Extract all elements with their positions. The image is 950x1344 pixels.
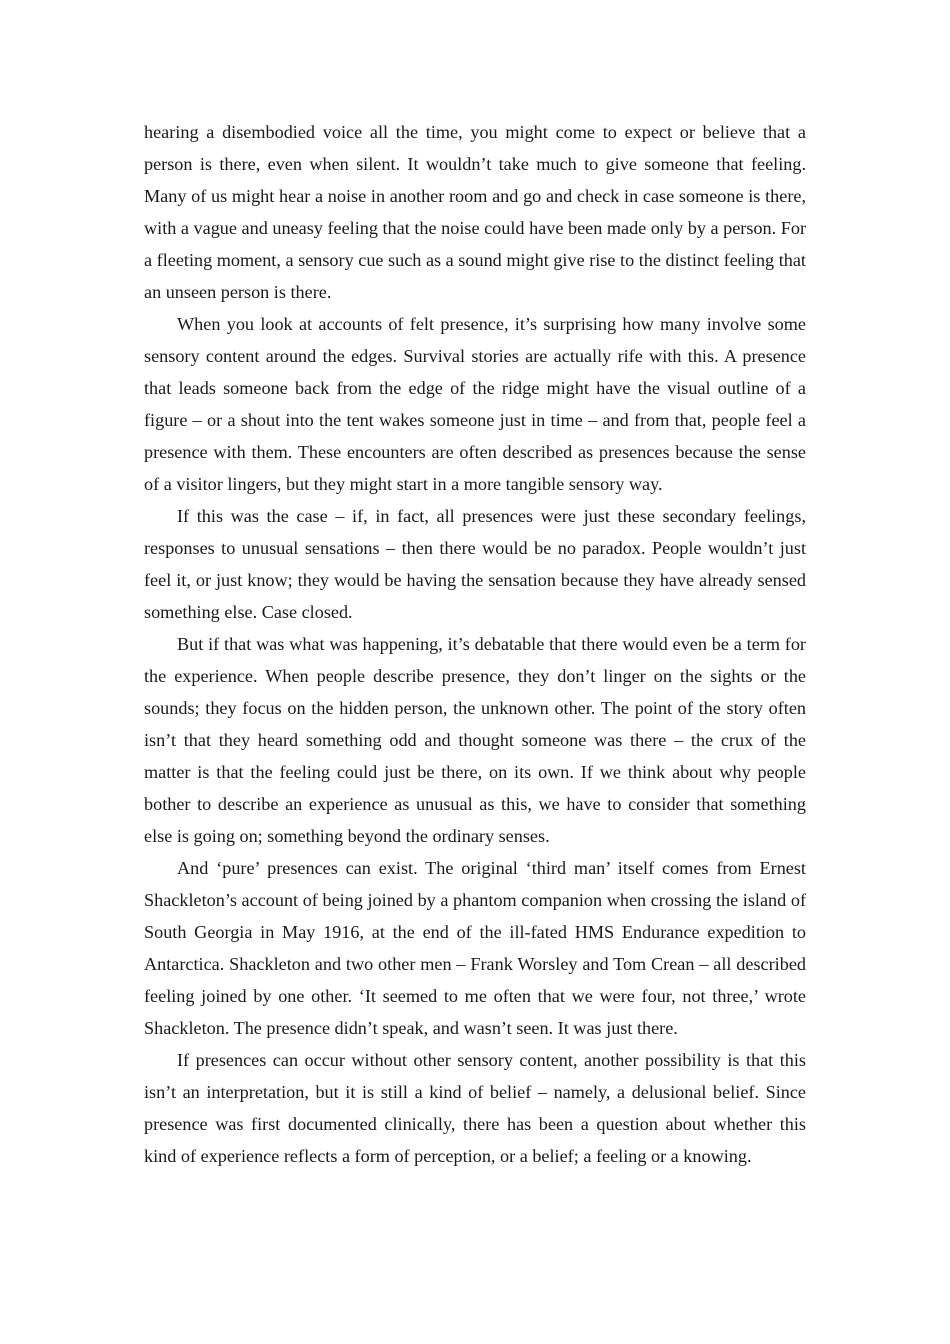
paragraph-term-for-experience: But if that was what was happening, it’s debatable that there would even be a term for the experience. When people describe presence, they don’t linger on the sights or the sounds; they focus on the hidden person, the unknown other. The point of the story often isn’t that they heard something odd and thought someone was there – the crux of the matter is that the feeling could just be there, on its own. If we think about why people bother to describe an experience as unusual as this, we have to consider that something else is going on; something beyond the ordinary senses.: [144, 634, 806, 846]
paragraph-sensory-content: When you look at accounts of felt presence, it’s surprising how many involve some sensory content around the edges. Survival stories are actually rife with this. A presence that leads someone back from the edge of the ridge might have the visual outline of a figure – or a shout into the tent wakes someone just in time – and from that, people feel a presence with them. These encounters are often described as presences because the sense of a visitor lingers, but they might start in a more tangible sensory way.: [144, 314, 806, 494]
paragraph-shackleton: And ‘pure’ presences can exist. The original ‘third man’ itself comes from Ernest Shackleton’s account of being joined by a phantom companion when crossing the island of South Georgia in May 1916, at the end of the ill-fated HMS Endurance expedition to Antarctica. Shackleton and two other men – Frank Worsley and Tom Crean – all described feeling joined by one other. ‘It seemed to me often that we were four, not three,’ wrote Shackleton. The presence didn’t speak, and wasn’t seen. It was just there.: [144, 858, 806, 1038]
paragraph-delusional-belief: If presences can occur without other sensory content, another possibility is that this isn’t an interpretation, but it is still a kind of belief – namely, a delusional belief. Since presence was first documented clinically, there has been a question about whether this kind of experience reflects a form of perception, or a belief; a feeling or a knowing.: [144, 1050, 806, 1166]
page-body: [144, 116, 806, 1172]
paragraph-secondary-feelings: If this was the case – if, in fact, all presences were just these secondary feelings, responses to unusual sensations – then there would be no paradox. People wouldn’t just feel it, or just know; they would be having the sensation because they have already sensed something else. Case closed.: [144, 506, 806, 622]
paragraph-continued: hearing a disembodied voice all the time, you might come to expect or believe that a person is there, even when silent. It wouldn’t take much to give someone that feeling. Many of us might hear a noise in another room and go and check in case someone is there, with a vague and uneasy feeling that the noise could have been made only by a person. For a fleeting moment, a sensory cue such as a sound might give rise to the distinct feeling that an unseen person is there.: [144, 122, 806, 302]
